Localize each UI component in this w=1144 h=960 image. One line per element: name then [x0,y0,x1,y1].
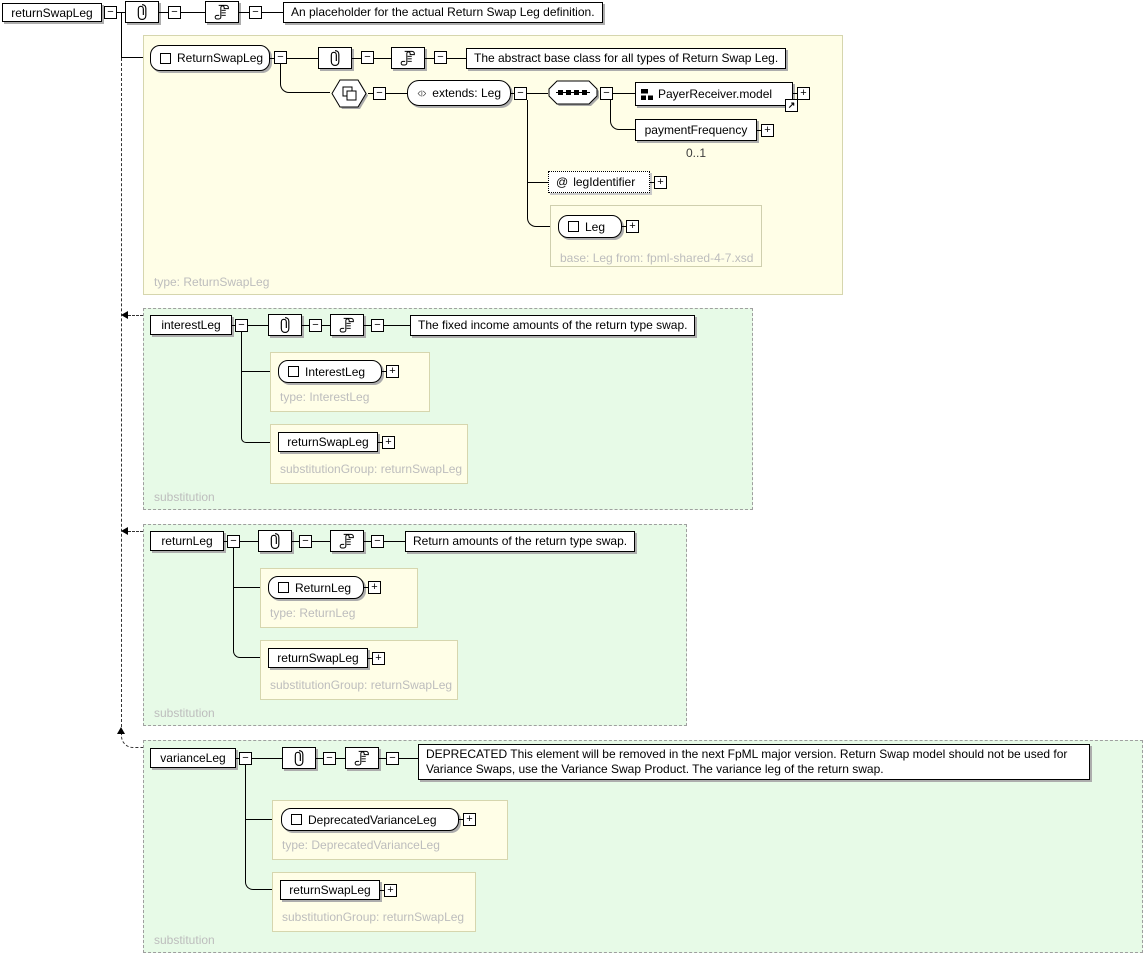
substitution-dashed-line [128,531,143,532]
element-label: returnSwapLeg [287,435,369,449]
type-caption: type: DeprecatedVarianceLeg [282,838,440,852]
element-returnswapleg-ref[interactable] [280,880,380,900]
element-label: returnLeg [161,534,213,548]
complextype-label: ReturnLeg [295,580,352,595]
connector-line [364,541,371,542]
connector-line [262,12,283,13]
complex-content-icon [330,78,370,111]
substitution-arrowhead [117,727,125,734]
expand-toggle[interactable]: + [386,365,399,378]
sequence-icon [548,80,600,109]
connector-line [245,819,272,820]
connector-line [241,371,270,372]
collapse-toggle[interactable]: − [434,51,447,64]
substitution-trunk-line [121,58,122,727]
substitution-arrowhead [121,311,128,319]
element-varianceleg[interactable] [150,748,236,768]
complextype-returnswapleg[interactable] [150,45,270,71]
expand-toggle[interactable]: + [654,176,667,189]
collapse-toggle[interactable]: − [386,752,399,765]
substitution-caption: substitution [154,706,215,720]
complextype-icon [288,366,299,377]
collapse-toggle[interactable]: − [274,51,287,64]
model-group-payerreceiver[interactable] [635,82,793,106]
documentation-note: DEPRECATED This element will be removed in the next FpML major version. Return Swap model should not be used for Variance Swaps, use the Variance Swap Product. The variance leg of the return swap. [418,744,1090,780]
link-arrow-icon[interactable]: ↗ [785,99,798,112]
collapse-toggle[interactable]: − [299,535,312,548]
scroll-icon [352,748,372,768]
documentation-note: Return amounts of the return type swap. [405,531,635,552]
collapse-toggle[interactable]: − [239,752,252,765]
collapse-toggle[interactable]: − [371,319,384,332]
substitution-caption: substitution [154,490,215,504]
extends-icon [417,87,426,100]
model-group-label: PayerReceiver.model [658,87,773,101]
connector-line [302,325,309,326]
connector-line [233,548,234,648]
connector-line [248,325,268,326]
type-caption: type: ReturnSwapLeg [154,275,270,289]
element-returnswapleg-ref[interactable] [268,648,368,668]
annotation-box[interactable] [125,1,159,23]
substitution-dashed-elbow [121,734,143,748]
connector-line [322,325,330,326]
element-label: returnSwapLeg [277,651,359,665]
element-interestleg[interactable] [150,315,232,335]
connector-line [316,758,323,759]
connector-line [121,12,122,58]
complextype-icon [160,53,171,64]
connector-line [425,58,434,59]
at-icon: @ [556,175,569,189]
connector-line [527,100,528,182]
extends-label: extends: Leg [432,86,501,100]
connector-line [379,758,386,759]
paperclip-icon [289,748,309,768]
scroll-icon [212,2,232,22]
element-label: varianceLeg [160,751,226,765]
collapse-toggle[interactable]: − [361,51,374,64]
complextype-label: Leg [585,219,606,234]
connector-line [386,93,407,94]
collapse-toggle[interactable]: − [235,319,248,332]
element-label: paymentFrequency [644,123,748,137]
connector-line [181,12,205,13]
connector-line [239,12,249,13]
documentation-box[interactable] [391,47,425,69]
complextype-label: InterestLeg [305,364,366,379]
collapse-toggle[interactable]: − [227,535,240,548]
element-returnswapleg-ref[interactable] [278,432,378,452]
expand-toggle[interactable]: + [761,124,774,137]
substitution-arrowhead [121,527,128,535]
documentation-box[interactable] [345,747,379,769]
connector-line [245,765,246,877]
connector-line [374,58,391,59]
collapse-toggle[interactable]: − [373,87,386,100]
element-label: returnSwapLeg [289,883,371,897]
occurrence-label: 0..1 [685,146,706,160]
substitution-group-caption: substitutionGroup: returnSwapLeg [270,678,453,692]
connector-line [447,58,466,59]
connector-line [613,93,635,94]
scroll-icon [337,531,357,551]
documentation-note: The fixed income amounts of the return type swap. [410,315,695,336]
collapse-toggle[interactable]: − [309,319,322,332]
connector-line [352,58,361,59]
connector-line [159,12,168,13]
expand-toggle[interactable]: + [382,436,395,449]
documentation-box[interactable] [330,530,364,552]
connector-line [384,541,405,542]
connector-line [241,332,242,437]
documentation-note: An placeholder for the actual Return Swap Leg definition. [283,2,603,23]
collapse-toggle[interactable]: − [104,6,117,19]
collapse-toggle[interactable]: − [371,535,384,548]
connector-elbow [527,182,550,227]
scroll-icon [337,315,357,335]
connector-elbow [245,877,272,890]
extends-box[interactable] [407,80,511,106]
connector-line [233,587,260,588]
attribute-legidentifier[interactable] [548,171,650,193]
complextype-label: DeprecatedVarianceLeg [308,812,437,827]
element-paymentfrequency[interactable] [635,119,757,141]
complextype-icon [568,221,579,232]
collapse-toggle[interactable]: − [600,87,613,100]
base-caption: base: Leg from: fpml-shared-4-7.xsd [560,251,754,265]
annotation-box[interactable] [258,530,292,552]
complextype-returnleg[interactable] [268,576,364,599]
expand-toggle[interactable]: + [797,87,810,100]
element-label: interestLeg [161,318,221,332]
element-returnleg[interactable] [150,531,224,551]
connector-elbow [280,64,330,93]
expand-toggle[interactable]: + [368,581,381,594]
complextype-interestleg[interactable] [278,360,382,383]
connector-elbow [241,437,270,443]
connector-line [252,758,282,759]
expand-toggle[interactable]: + [463,813,476,826]
complextype-leg[interactable] [558,215,622,238]
element-returnswapleg-root[interactable] [2,3,102,22]
attribute-label: legIdentifier [573,175,636,189]
connector-line [240,541,258,542]
scroll-icon [398,48,418,68]
annotation-box[interactable] [268,314,302,336]
collapse-toggle[interactable]: − [323,752,336,765]
paperclip-icon [265,531,285,551]
connector-elbow [610,100,635,130]
type-caption: type: InterestLeg [280,390,370,404]
connector-elbow [233,648,260,658]
expand-toggle[interactable]: + [372,652,385,665]
documentation-box[interactable] [205,1,239,23]
annotation-box[interactable] [282,747,316,769]
connector-line [364,325,371,326]
substitution-caption: substitution [154,933,215,947]
type-caption: type: ReturnLeg [270,606,356,620]
connector-line [312,541,330,542]
element-label: returnSwapLeg [11,5,93,20]
connector-line [292,541,299,542]
paperclip-icon [132,2,152,22]
collapse-toggle[interactable]: − [168,6,181,19]
documentation-box[interactable] [330,314,364,336]
connector-line [287,58,318,59]
connector-line [399,758,418,759]
substitution-group-caption: substitutionGroup: returnSwapLeg [282,910,465,924]
substitution-group-caption: substitutionGroup: returnSwapLeg [280,462,463,476]
complextype-icon [278,582,289,593]
connector-line [336,758,345,759]
expand-toggle[interactable]: + [626,220,639,233]
complextype-icon [291,814,302,825]
model-group-icon [641,88,653,100]
connector-line [384,325,410,326]
connector-line [527,93,548,94]
paperclip-icon [275,315,295,335]
collapse-toggle[interactable]: − [249,6,262,19]
substitution-dashed-line [128,315,143,316]
documentation-note: The abstract base class for all types of Return Swap Leg. [466,48,786,69]
collapse-toggle[interactable]: − [514,87,527,100]
complextype-deprecatedvarianceleg[interactable] [281,808,459,831]
complextype-label: ReturnSwapLeg [177,51,264,65]
expand-toggle[interactable]: + [384,884,397,897]
